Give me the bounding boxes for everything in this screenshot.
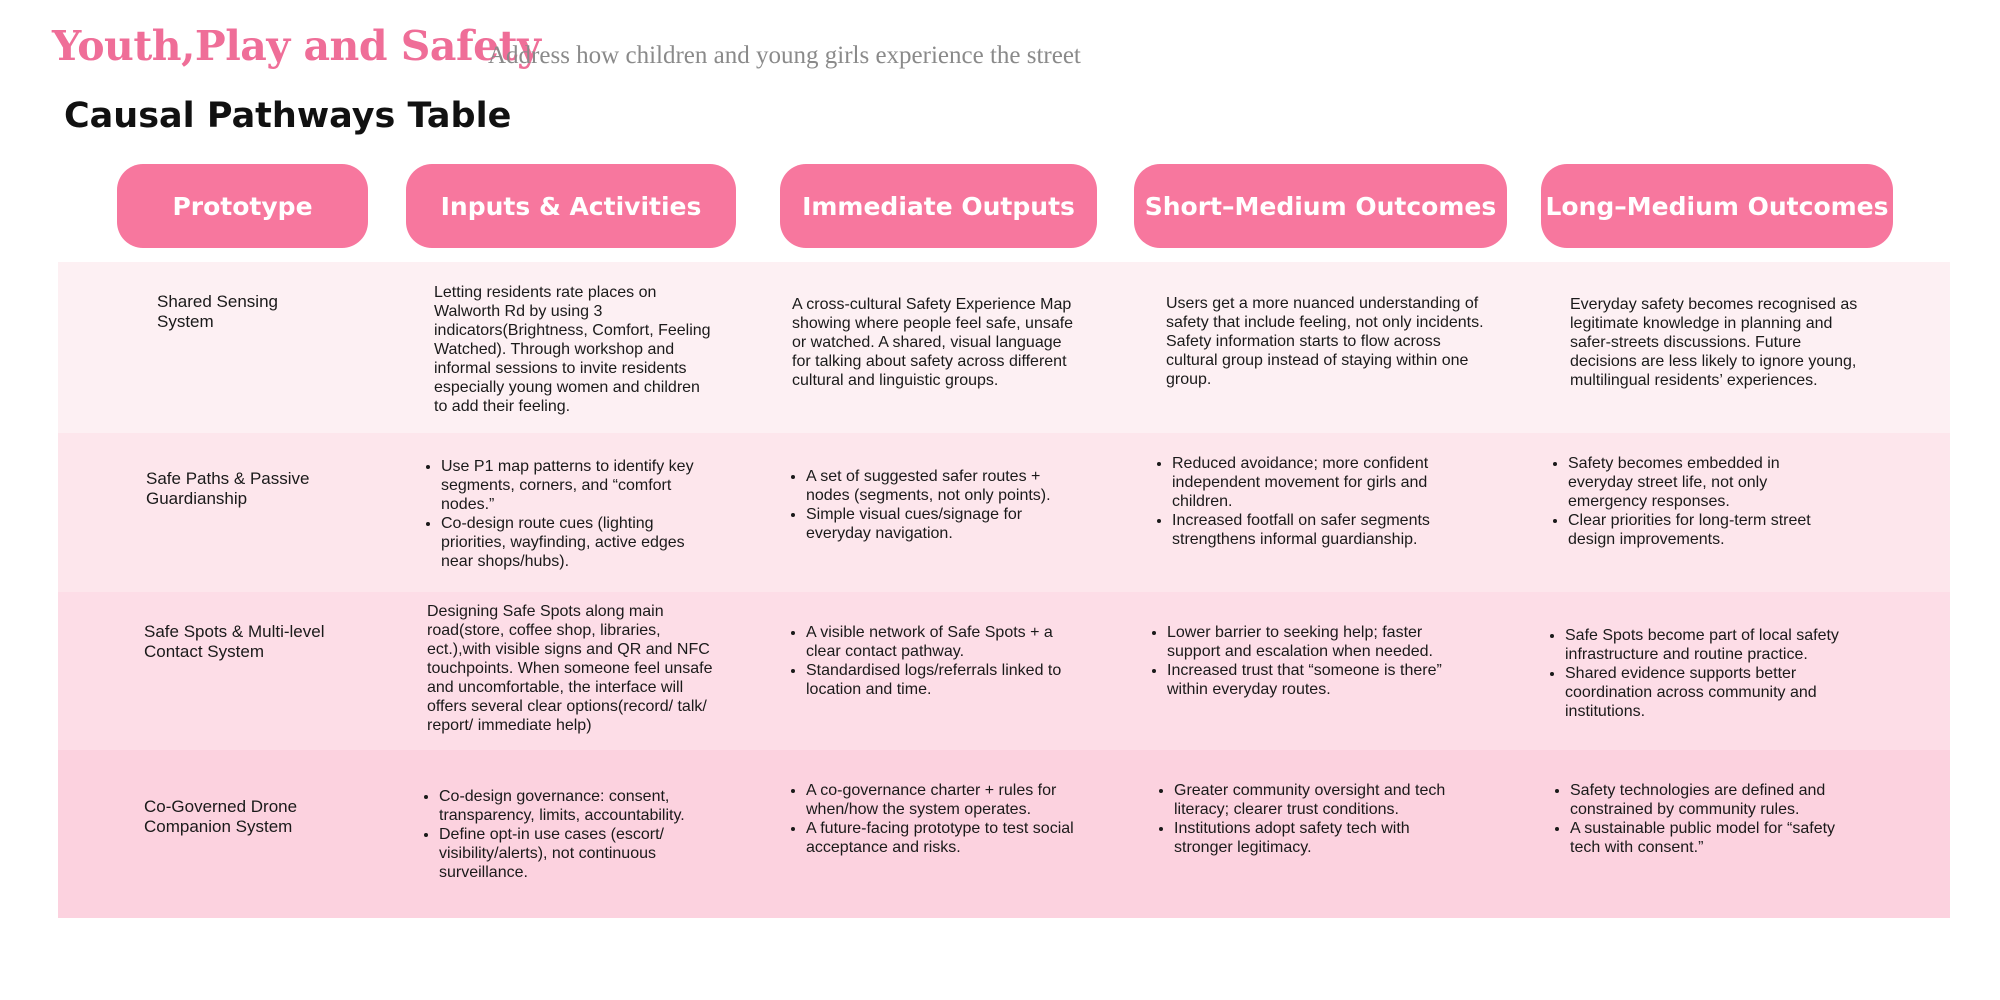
- list-item: • Greater community oversight and tech literacy; clearer trust conditions.: [1174, 781, 1469, 819]
- cell-inputs: [426, 457, 718, 571]
- list-item: • Standardised logs/referrals linked to location and time.: [806, 661, 1081, 699]
- cell-long-outcomes: [1553, 454, 1843, 549]
- list-item: • A future-facing prototype to test social acceptance and risks.: [806, 819, 1081, 857]
- cell-inputs: [427, 602, 723, 735]
- cell-text: Letting residents rate places on Walworth Rd by using 3 indicators(Brightness, Comfort, Feeling Watched). Through workshop and informal sessions to invite residents especially young women and children to add their feeling.: [434, 284, 711, 415]
- list-item: • Safety technologies are defined and constrained by community rules.: [1570, 781, 1855, 819]
- cell-short-outcomes: [1159, 781, 1469, 857]
- cell-inputs: [424, 787, 716, 882]
- cell-short-outcomes: [1152, 623, 1462, 699]
- cell-outputs: [792, 295, 1082, 390]
- column-header-immediate-outputs: Immediate Outputs: [780, 164, 1097, 248]
- cell-text: Users get a more nuanced understanding of safety that include feeling, not only incidents. Safety information starts to flow across cultural group instead of staying within one group.: [1166, 295, 1484, 388]
- row-label-safe-spots: Safe Spots & Multi-level Contact System: [144, 622, 325, 661]
- row-label-safe-paths: Safe Paths & Passive Guardianship: [146, 469, 310, 508]
- cell-text: A cross-cultural Safety Experience Map showing where people feel safe, unsafe or watched. A shared, visual language for talking about safety across different cultural and linguistic groups.: [792, 296, 1074, 389]
- list-item: • Co-design governance: consent, transparency, limits, accountability.: [439, 787, 716, 825]
- list-item: • Co-design route cues (lighting priorities, wayfinding, active edges near shops/hubs).: [441, 514, 718, 571]
- cell-long-outcomes: [1550, 626, 1860, 721]
- cell-short-outcomes: [1166, 294, 1484, 389]
- list-item: • Safe Spots become part of local safety infrastructure and routine practice.: [1565, 626, 1860, 664]
- list-item: • A visible network of Safe Spots + a clear contact pathway.: [806, 623, 1081, 661]
- cell-long-outcomes: [1570, 295, 1860, 390]
- list-item: • Simple visual cues/signage for everyday navigation.: [806, 505, 1081, 543]
- column-header-prototype: Prototype: [117, 164, 368, 248]
- list-item: • Lower barrier to seeking help; faster support and escalation when needed.: [1167, 623, 1462, 661]
- cell-outputs: [791, 467, 1081, 543]
- cell-text: Designing Safe Spots along main road(store, coffee shop, libraries, ect.),with visible signs and QR and NFC touchpoints. When someone feel unsafe and uncomfortable, the interface will offers several clear options(record/ talk/ report/ immediate help): [427, 603, 713, 734]
- column-header-inputs-activities: Inputs & Activities: [406, 164, 736, 248]
- brand-subtitle: Address how children and young girls experience the street: [488, 42, 1081, 69]
- cell-inputs: [434, 283, 716, 416]
- cell-outputs: [791, 623, 1081, 699]
- section-title: Causal Pathways Table: [64, 96, 512, 136]
- list-item: • A sustainable public model for “safety tech with consent.”: [1570, 819, 1855, 857]
- row-label-shared-sensing: Shared Sensing System: [157, 292, 278, 331]
- list-item: • Use P1 map patterns to identify key segments, corners, and “comfort nodes.”: [441, 457, 718, 514]
- list-item: • A co-governance charter + rules for when/how the system operates.: [806, 781, 1081, 819]
- brand-title: Youth,Play and Safety: [52, 22, 541, 70]
- list-item: • Increased trust that “someone is there” within everyday routes.: [1167, 661, 1462, 699]
- cell-short-outcomes: [1157, 454, 1457, 549]
- column-header-short-medium-outcomes: Short–Medium Outcomes: [1134, 164, 1507, 248]
- row-label-drone-companion: Co-Governed Drone Companion System: [144, 797, 298, 836]
- cell-long-outcomes: [1555, 781, 1855, 857]
- list-item: • Safety becomes embedded in everyday street life, not only emergency responses.: [1568, 454, 1843, 511]
- cell-outputs: [791, 781, 1081, 857]
- list-item: • Increased footfall on safer segments strengthens informal guardianship.: [1172, 511, 1457, 549]
- column-header-long-medium-outcomes: Long–Medium Outcomes: [1541, 164, 1893, 248]
- cell-text: Everyday safety becomes recognised as legitimate knowledge in planning and safer-streets discussions. Future decisions are less likely to ignore young, multilingual residents’ experiences.: [1570, 296, 1858, 389]
- list-item: • Define opt-in use cases (escort/ visibility/alerts), not continuous surveillance.: [439, 825, 716, 882]
- list-item: • Shared evidence supports better coordination across community and institutions.: [1565, 664, 1860, 721]
- list-item: • A set of suggested safer routes + nodes (segments, not only points).: [806, 467, 1081, 505]
- list-item: • Clear priorities for long-term street design improvements.: [1568, 511, 1843, 549]
- list-item: • Institutions adopt safety tech with stronger legitimacy.: [1174, 819, 1469, 857]
- list-item: • Reduced avoidance; more confident independent movement for girls and children.: [1172, 454, 1457, 511]
